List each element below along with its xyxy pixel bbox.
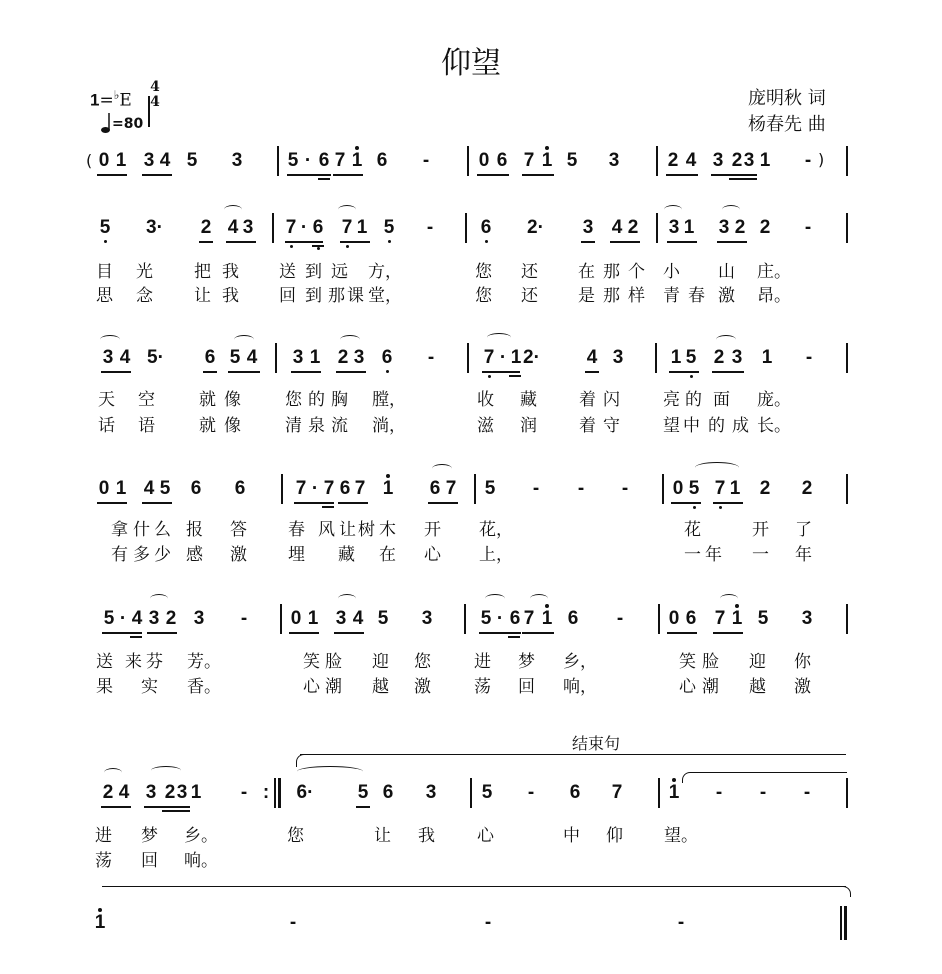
lyric: 在	[578, 262, 595, 282]
lyric: 念	[136, 286, 153, 306]
tempo-marking: =80	[100, 112, 143, 134]
lyric: 果	[96, 677, 113, 697]
lyric: 那	[603, 262, 620, 282]
note: 6·	[296, 782, 314, 803]
note: 5	[229, 347, 241, 368]
ending-bracket	[300, 754, 846, 755]
lyric: 我	[222, 262, 239, 282]
lyric: 小	[663, 262, 680, 282]
note: 1	[539, 150, 555, 172]
lyric: 您	[287, 826, 304, 846]
lyric: 潮	[702, 677, 719, 697]
note: 3	[801, 608, 813, 629]
note: 7	[611, 782, 623, 803]
lyric: 思	[96, 286, 113, 306]
note: 2	[667, 150, 679, 171]
lyric: 长。	[757, 416, 791, 436]
note: 6	[478, 217, 494, 239]
note: 3	[608, 150, 620, 171]
note: 7	[714, 608, 726, 629]
note: 1	[683, 217, 695, 238]
note: 3	[353, 347, 365, 368]
lyric: 芳。	[187, 652, 221, 672]
note: 6	[685, 608, 697, 629]
composer-credit: 杨春先 曲	[748, 114, 826, 135]
note: 5	[357, 782, 369, 803]
note: 1	[761, 347, 773, 368]
note: 2	[759, 217, 771, 238]
note: 7	[354, 478, 366, 499]
lyric: 空	[138, 390, 155, 410]
lyric: 目	[96, 262, 113, 282]
key-signature: 1=♭E	[90, 88, 132, 111]
note: 4	[227, 217, 239, 238]
note: 1	[759, 150, 771, 171]
ending-label: 结束句	[572, 734, 621, 753]
lyric: 送	[279, 262, 296, 282]
note: 1	[539, 608, 555, 630]
lyric: 响，	[563, 677, 597, 697]
lyric: 的	[308, 390, 325, 410]
note: 4	[119, 347, 131, 368]
lyric: 年	[705, 545, 722, 565]
note: 5	[287, 150, 299, 171]
lyric: 就	[199, 390, 216, 410]
note: 6	[496, 150, 508, 171]
note: 5	[186, 150, 198, 171]
lyric: 我	[418, 826, 435, 846]
lyric: 昂。	[757, 286, 791, 306]
lyric: 花	[684, 520, 701, 540]
lyric: 的	[685, 390, 702, 410]
note: 7	[323, 478, 335, 499]
lyric: 藏	[520, 390, 537, 410]
lyric: 成	[732, 416, 749, 436]
lyric: 让	[194, 286, 211, 306]
song-title: 仰望	[441, 46, 501, 81]
lyric: 芬	[146, 652, 163, 672]
lyric: 香。	[187, 677, 221, 697]
lyric: 荡	[95, 851, 112, 871]
lyric: 山	[718, 262, 735, 282]
lyric: 我	[222, 286, 239, 306]
note: 1	[115, 478, 127, 499]
tie-line	[102, 886, 846, 887]
lyric: 个	[628, 262, 645, 282]
note: 4	[143, 478, 155, 499]
note: 1	[309, 347, 321, 368]
note: 7	[712, 478, 728, 500]
lyric: 亮	[663, 390, 680, 410]
note: 2	[627, 217, 639, 238]
lyric: 答	[230, 520, 247, 540]
lyric: 着	[579, 390, 596, 410]
note: 6	[382, 782, 394, 803]
lyric: 远	[331, 262, 348, 282]
lyric: 迎	[372, 652, 389, 672]
lyric: 庄。	[757, 262, 791, 282]
note: 4	[611, 217, 623, 238]
lyric: 就	[199, 416, 216, 436]
lyric: 您	[475, 262, 492, 282]
lyric: 中	[683, 416, 700, 436]
ending-bracket-hook	[296, 754, 305, 767]
note: 5	[480, 608, 492, 629]
note: 6	[190, 478, 202, 499]
note: 6	[204, 347, 216, 368]
lyric: 激	[230, 545, 247, 565]
note: 0	[98, 150, 110, 171]
note: 0	[668, 608, 680, 629]
lyric: 心	[303, 677, 320, 697]
lyric: 望	[663, 416, 680, 436]
lyric: 激	[794, 677, 811, 697]
lyric: 年	[795, 545, 812, 565]
note: 3	[612, 347, 624, 368]
lyric: 脸	[702, 652, 719, 672]
note: 1	[349, 150, 365, 172]
note: 5	[481, 782, 493, 803]
staff-row-4: 0 1 4 5 6 6 7 · 7 6 7 1 6 7 5 - - - 0 5 7 1 2 2 拿 什 么 报 答 春 风 让 树 木 开 花， 花 开 了 有 多 少 感 激 埋 藏 在 心 上， 一 年 一 年	[0, 478, 942, 568]
note: 2	[801, 478, 813, 499]
lyric: 让	[374, 826, 391, 846]
note: 6	[569, 782, 581, 803]
note: 1	[190, 782, 202, 803]
note: 2	[164, 782, 176, 803]
note: 1	[666, 782, 682, 804]
note: 3	[668, 217, 680, 238]
lyric: 滋	[477, 416, 494, 436]
note: 4	[352, 608, 364, 629]
note: 4	[159, 150, 171, 171]
lyric: 激	[414, 677, 431, 697]
lyric: 花，	[479, 520, 513, 540]
note: 3	[176, 782, 188, 803]
lyric: 激	[718, 286, 735, 306]
lyric: 一	[752, 545, 769, 565]
note: 2	[759, 478, 771, 499]
lyric: 着	[579, 416, 596, 436]
lyric: 有	[111, 545, 128, 565]
note: 7	[523, 150, 535, 171]
lyric: 迎	[749, 652, 766, 672]
lyric: 心	[424, 545, 441, 565]
flat-icon: ♭	[113, 88, 120, 102]
note: 3	[148, 608, 160, 629]
lyric: 潮	[325, 677, 342, 697]
lyric: 响。	[184, 851, 218, 871]
note: 3	[143, 150, 155, 171]
note: 5	[377, 608, 389, 629]
lyric: 那	[603, 286, 620, 306]
lyric: 让	[339, 520, 356, 540]
note: 2	[102, 782, 114, 803]
lyric: 乡。	[184, 826, 218, 846]
lyric: 回	[518, 677, 535, 697]
note: 5	[159, 478, 171, 499]
lyric: 像	[224, 416, 241, 436]
note: 3	[335, 608, 347, 629]
quarter-note-icon	[100, 112, 112, 134]
lyric: 什	[133, 520, 150, 540]
lyric: 进	[474, 652, 491, 672]
staff-row-3: 3 4 5· 6 5 4 3 1 2 3 6 - 7 · 1 2· 4 3 1 5 2 3 1 - 天 空 就 像 您 的 胸 膛， 收 藏 着 闪 亮 的 面 庞。 话 语 就 像 清 泉 流 淌， 滋 润 着 守 望 中 的 成 长。	[0, 347, 942, 437]
lyric: 梦	[518, 652, 535, 672]
note: 2	[165, 608, 177, 629]
lyric: 你	[794, 652, 811, 672]
note: 3	[743, 150, 755, 171]
lyric: 那	[328, 286, 345, 306]
lyric: 开	[752, 520, 769, 540]
lyric: 送	[96, 652, 113, 672]
note: 6	[429, 478, 441, 499]
lyric: 开	[424, 520, 441, 540]
note: 4	[118, 782, 130, 803]
lyric: 埋	[288, 545, 305, 565]
note: 2·	[527, 217, 544, 238]
lyric: 还	[521, 286, 538, 306]
note: 1	[92, 912, 108, 934]
lyric: 实	[141, 677, 158, 697]
note: 3	[425, 782, 437, 803]
note: 4	[685, 150, 697, 171]
note: 7	[334, 150, 346, 171]
note: 7	[481, 347, 497, 369]
note: 4	[131, 608, 143, 629]
lyric: 还	[521, 262, 538, 282]
note: 2	[734, 217, 746, 238]
note: 6	[509, 608, 521, 629]
note: 5	[686, 478, 702, 500]
note: 6	[379, 347, 395, 369]
note: 1	[729, 478, 741, 499]
note: 6	[318, 150, 330, 171]
note: 0	[478, 150, 490, 171]
note: 3	[712, 150, 724, 171]
note: 5	[381, 217, 397, 239]
lyric: 笑	[303, 652, 320, 672]
lyric: 膛，	[372, 390, 406, 410]
note: 1	[510, 347, 522, 368]
note: 0	[98, 478, 110, 499]
lyric: 心	[477, 826, 494, 846]
lyric: 青	[663, 286, 680, 306]
lyric: 脸	[325, 652, 342, 672]
lyric: 一	[684, 545, 701, 565]
lyric: 您	[414, 652, 431, 672]
lyric: 树	[358, 520, 375, 540]
note: 3	[731, 347, 743, 368]
note: 3	[582, 217, 594, 238]
note: 7	[283, 217, 299, 239]
note: 5	[683, 347, 699, 369]
lyric: 进	[95, 826, 112, 846]
note: 1	[380, 478, 396, 500]
lyric: 藏	[338, 545, 355, 565]
lyric: 风	[318, 520, 335, 540]
note: 5	[566, 150, 578, 171]
lyric: 样	[628, 286, 645, 306]
lyric: 来	[125, 652, 142, 672]
lyric: 中	[563, 826, 580, 846]
lyric: 像	[224, 390, 241, 410]
note: 3	[718, 217, 730, 238]
note: 0	[672, 478, 684, 499]
lyric: 梦	[141, 826, 158, 846]
note: 1	[729, 608, 745, 630]
note: 7	[339, 217, 355, 239]
final-barline	[840, 906, 842, 940]
lyric: 润	[520, 416, 537, 436]
lyric: 上，	[479, 545, 513, 565]
lyric: 少	[154, 545, 171, 565]
note: 6	[310, 217, 326, 239]
lyric: 乡，	[563, 652, 597, 672]
lyric: 语	[138, 416, 155, 436]
repeat-sign: :	[262, 782, 270, 803]
lyric: 回	[279, 286, 296, 306]
note: 2	[200, 217, 212, 238]
lyric: 堂，	[368, 286, 402, 306]
lyric: 望。	[664, 826, 698, 846]
note: 6	[567, 608, 579, 629]
note: 7	[445, 478, 457, 499]
lyric: 方，	[368, 262, 402, 282]
note: 6	[339, 478, 351, 499]
lyric: 在	[379, 545, 396, 565]
note: 2	[337, 347, 349, 368]
lyric: 流	[331, 416, 348, 436]
note: 7	[295, 478, 307, 499]
lyric: 木	[379, 520, 396, 540]
staff-row-2: 5 3· 2 4 3 7 · 6 7 1 5 - 6 2· 3 4 2 3 1 3 2 2 - 目 光 把 我 送 到 远 方， 您 还 在 那 个 小 山 庄。 思 念 让 我 回 到 那 课 堂， 您 还 是 那 样 青 春 激 昂。	[0, 217, 942, 307]
lyric: 您	[475, 286, 492, 306]
note: 3	[145, 782, 157, 803]
staff-row-intro: ( 0 1 3 4 5 3 5 · 6 7 1 6 - 0 6 7 1 5 3 2 4 3 2 3 1 - )	[0, 150, 942, 180]
staff-row-6: 2 4 3 2 3 1 - : 6· 5 6 3 5 - 6 7 1 - - - 进 梦 乡。 您 让 我 心 中 仰 望。 荡 回 响。	[0, 782, 942, 872]
lyric: 笑	[679, 652, 696, 672]
credits	[748, 86, 826, 138]
note: 1	[356, 217, 368, 238]
lyric: 春	[688, 286, 705, 306]
lyric: 越	[749, 677, 766, 697]
lyric: 回	[141, 851, 158, 871]
lyric: 多	[133, 545, 150, 565]
lyric: 感	[186, 545, 203, 565]
note: 0	[290, 608, 302, 629]
note: 6	[376, 150, 388, 171]
lyric: 仰	[606, 826, 623, 846]
lyric: 报	[186, 520, 203, 540]
note: 5	[103, 608, 115, 629]
lyric: 课	[347, 286, 364, 306]
lyric: 光	[136, 262, 153, 282]
note: 7	[523, 608, 535, 629]
lyric: 春	[288, 520, 305, 540]
lyric: 是	[578, 286, 595, 306]
lyric: 越	[372, 677, 389, 697]
lyricist-credit: 庞明秋 词	[748, 88, 826, 109]
staff-row-7: 1 - - -	[0, 912, 942, 942]
note: 2	[731, 150, 743, 171]
lyric: 面	[713, 390, 730, 410]
lyric: 淌，	[372, 416, 406, 436]
lyric: 清	[285, 416, 302, 436]
note: 5	[484, 478, 496, 499]
lyric: 心	[679, 677, 696, 697]
note: 1	[670, 347, 682, 368]
lyric: 到	[305, 286, 322, 306]
note: 3·	[146, 217, 163, 238]
tie-line-end	[840, 886, 851, 897]
lyric: 么	[154, 520, 171, 540]
lyric: 荡	[474, 677, 491, 697]
note: 2	[713, 347, 725, 368]
lyric: 胸	[331, 390, 348, 410]
lyric: 泉	[308, 416, 325, 436]
note: 4	[246, 347, 258, 368]
note: 3	[292, 347, 304, 368]
note: 3	[231, 150, 243, 171]
lyric: 拿	[111, 520, 128, 540]
lyric: 收	[477, 390, 494, 410]
note: 6	[234, 478, 246, 499]
note: 5	[97, 217, 113, 239]
lyric: 守	[603, 416, 620, 436]
lyric: 话	[98, 416, 115, 436]
note: 5·	[147, 347, 164, 368]
note: 1	[307, 608, 319, 629]
lyric: 庞。	[757, 390, 791, 410]
note: 3	[242, 217, 254, 238]
note: 2·	[523, 347, 540, 368]
lyric: 到	[305, 262, 322, 282]
note: 1	[115, 150, 127, 171]
lyric: 天	[98, 390, 115, 410]
note: 4	[586, 347, 598, 368]
lyric: 您	[285, 390, 302, 410]
staff-row-5: 5 · 4 3 2 3 - 0 1 3 4 5 3 5 · 6 7 1 6 - 0 6 7 1 5 3 送 来 芬 芳。 笑 脸 迎 您 进 梦 乡， 笑 脸 迎 你 果 实 香。 心 潮 越 激 荡 回 响， 心 潮 越 激	[0, 608, 942, 698]
note: 3	[193, 608, 205, 629]
note: 3	[421, 608, 433, 629]
time-signature: 4 4	[148, 80, 162, 110]
lyric: 的	[708, 416, 725, 436]
note: 5	[757, 608, 769, 629]
note: 3	[102, 347, 114, 368]
lyric: 了	[795, 520, 812, 540]
lyric: 把	[194, 262, 211, 282]
lyric: 闪	[603, 390, 620, 410]
